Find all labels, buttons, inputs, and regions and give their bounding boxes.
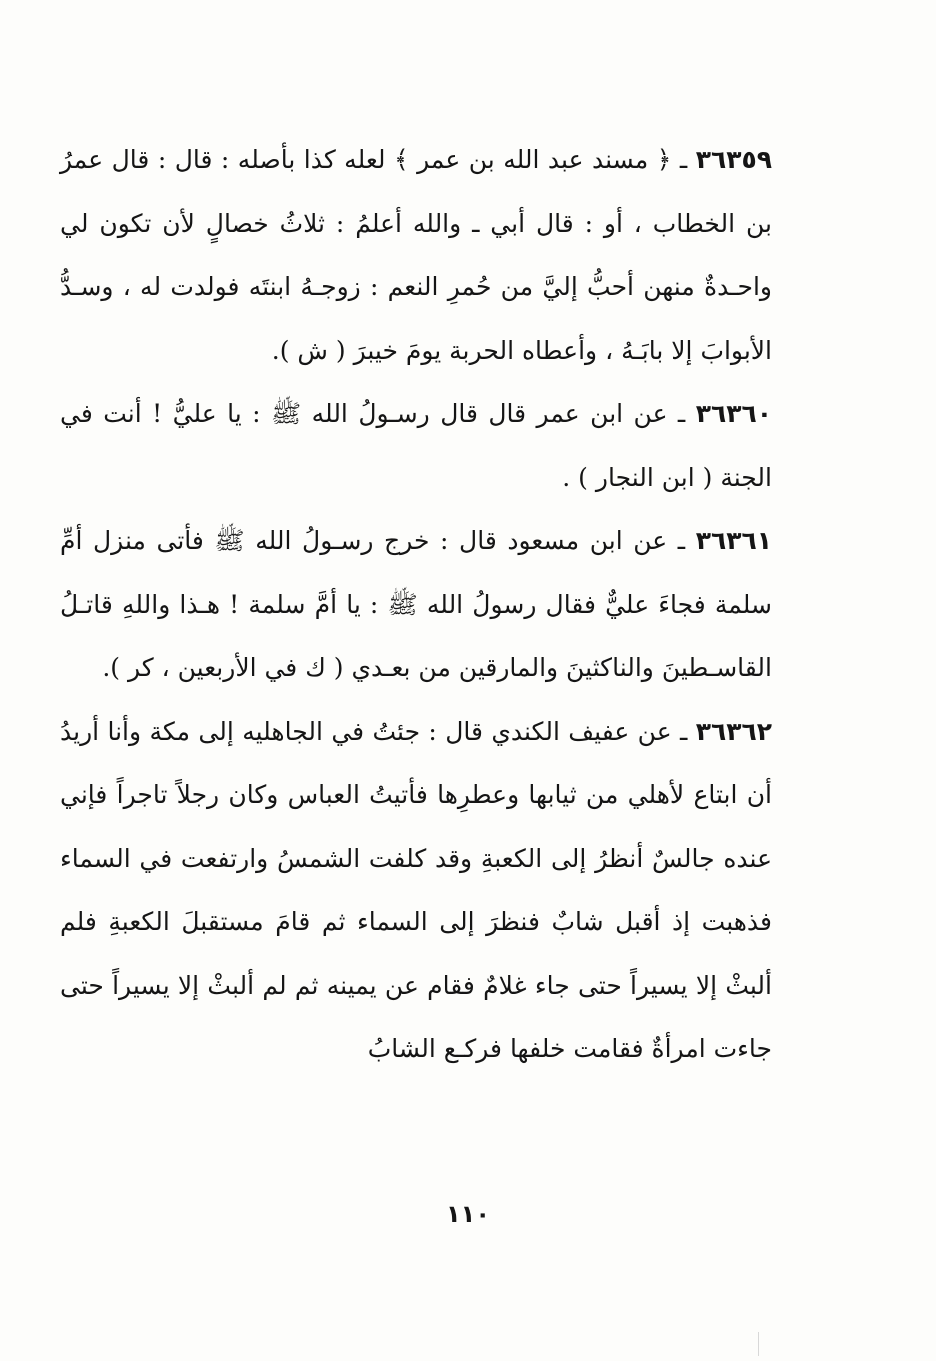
entry-36360 xyxy=(60,382,772,509)
entry-text: ـ عن ابن مسعود قال : خرج رسـولُ الله ﷺ فأتى منزل أمِّ سلمة فجاءَ عليٌّ فقال رسولُ الله ﷺ : يا أمَّ سلمة ! هـذا واللهِ قاتـلُ القاسـطينَ والناكثينَ والمارقين من بعـدي ( ك في الأربعين ، كر ). xyxy=(60,526,772,682)
entry-36359 xyxy=(60,128,772,382)
entry-number: ٣٦٣٦٠ xyxy=(695,399,772,428)
entry-number: ٣٦٣٦٢ xyxy=(695,716,772,746)
entry-36362 xyxy=(60,700,772,1081)
entry-text: ـ عن عفيف الكندي قال : جئتُ في الجاهليه إلى مكة وأنا أريدُ أن ابتاع لأهلي من ثيابها وعطرِها فأتيتُ العباس وكان رجلاً تاجراً فإني عنده جالسٌ أنظرُ إلى الكعبةِ وقد كلفت الشمسُ وارتفعت في السماء فذهبت إذ أقبل شابٌ فنظرَ إلى السماء ثم قامَ مستقبلَ الكعبةِ فلم ألبثْ إلا يسيراً حتى جاء غلامٌ فقام عن يمينه ثم لم ألبثْ إلا يسيراً حتى جاءت امرأةٌ فقامت خلفها فركـع الشابُ xyxy=(60,716,772,1063)
page-body xyxy=(60,128,772,1081)
entry-36361 xyxy=(60,509,772,700)
scan-artifact-line xyxy=(758,1332,759,1356)
entry-text: ـ عن ابن عمر قال قال رسـولُ الله ﷺ : يا عليُّ ! أنت في الجنة ( ابن النجار ) . xyxy=(60,399,772,492)
entry-number: ٣٦٣٥٩ xyxy=(695,145,772,174)
page-number: ١١٠ xyxy=(446,1200,490,1228)
entry-text: ـ ﴿ مسند عبد الله بن عمر ﴾ لعله كذا بأصله : قال : قال عمرُ بن الخطاب ، أو : قال أبي ـ والله أعلمُ : ثلاثُ خصالٍ لأن تكون لي واحـدةٌ منهن أحبُّ إليَّ من حُمرِ النعم : زوجـهُ ابنتَه فولدت له ، وسـدُّ الأبوابَ إلا بابَـهُ ، وأعطاه الحربة يومَ خيبرَ ( ش ). xyxy=(60,145,772,365)
entry-number: ٣٦٣٦١ xyxy=(695,526,772,555)
